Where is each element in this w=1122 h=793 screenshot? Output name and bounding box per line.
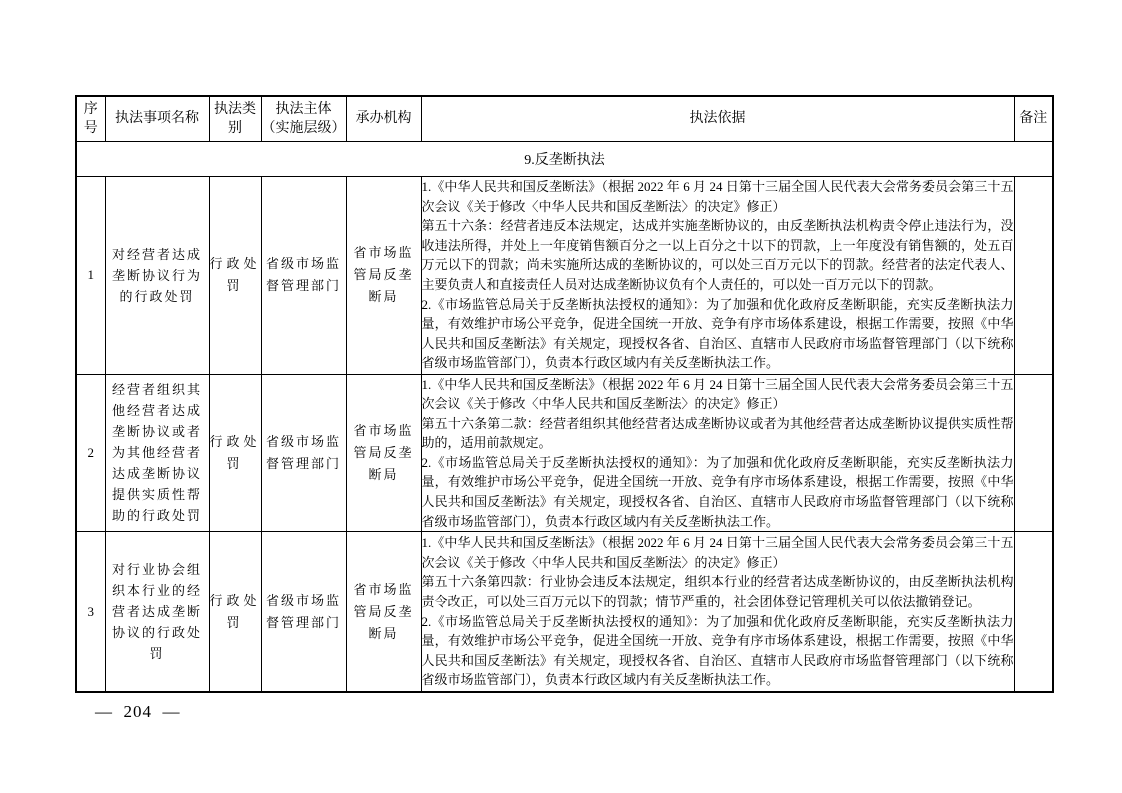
row3-basis-para2: 第五十六条第四款：行业协会违反本法规定，组织本行业的经营者达成垄断协议的，由反垄断执法机构责令改正，可以处三百万元以下的罚款；情节严重的，社会团体登记管理机关可以依法撤销登记。 (421, 574, 1014, 609)
row1-remark (1014, 176, 1053, 374)
law-enforcement-table (75, 95, 1054, 693)
header-subject-line2: （实施层级） (261, 120, 346, 136)
row1-basis-para2: 第五十六条：经营者违反本法规定，达成并实施垄断协议的，由反垄断执法机构责令停止违法行为，没收违法所得，并处上一年度销售额百分之一以上百分之十以下的罚款，上一年度没有销售额的，处五百万元以下的罚款；尚未实施所达成的垄断协议的，可以处三百万元以下的罚款。经营者的法定代表人、主要负责人和直接责任人员对达成垄断协议负有个人责任的，可以处一百万元以下的罚款。 (421, 218, 1014, 292)
table-row (76, 532, 1053, 692)
row3-basis-para3: 2.《市场监管总局关于反垄断执法授权的通知》：为了加强和优化政府反垄断职能，充实反垄断执法力量，有效维护市场公平竞争，促进全国统一开放、竞争有序市场体系建设，根据工作需要，按照《中华人民共和国反垄断法》有关规定，现授权各省、自治区、直辖市人民政府市场监督管理部门（以下统称省级市场监管部门），负责本行政区域内有关反垄断执法工作。 (421, 613, 1014, 688)
row2-remark (1014, 374, 1053, 532)
row3-remark (1014, 532, 1053, 692)
header-agency: 承办机构 (346, 96, 421, 141)
row3-category: 行政处罚 (209, 532, 261, 692)
row3-basis (421, 532, 1014, 692)
row3-basis-para1: 1.《中华人民共和国反垄断法》（根据 2022 年 6 月 24 日第十三届全国人民代表大会常务委员会第三十五次会议《关于修改〈中华人民共和国反垄断法〉的决定》修正） (421, 535, 1014, 570)
row3-subject: 省级市场监督管理部门 (261, 532, 346, 692)
table-header-row (76, 96, 1053, 141)
header-seq: 序号 (76, 96, 105, 141)
header-item-name: 执法事项名称 (105, 96, 209, 141)
row1-basis-para1: 1.《中华人民共和国反垄断法》（根据 2022 年 6 月 24 日第十三届全国人民代表大会常务委员会第三十五次会议《关于修改〈中华人民共和国反垄断法〉的决定》修正） (421, 179, 1014, 214)
table-row (76, 374, 1053, 532)
row2-basis-para1: 1.《中华人民共和国反垄断法》（根据 2022 年 6 月 24 日第十三届全国人民代表大会常务委员会第三十五次会议《关于修改〈中华人民共和国反垄断法〉的决定》修正） (421, 376, 1014, 412)
page-number: — 204 — (95, 702, 181, 721)
row2-subject: 省级市场监督管理部门 (261, 374, 346, 532)
row2-basis-para2: 第五十六条第二款：经营者组织其他经营者达成垄断协议或者为其他经营者达成垄断协议提供实质性帮助的，适用前款规定。 (421, 415, 1014, 451)
row1-subject: 省级市场监督管理部门 (261, 176, 346, 374)
row1-agency: 省市场监管局反垄断局 (346, 176, 421, 374)
header-basis: 执法依据 (421, 96, 1014, 141)
table-row (76, 176, 1053, 374)
row1-seq: 1 (76, 176, 105, 374)
header-category: 执法类别 (209, 96, 261, 141)
row3-agency: 省市场监管局反垄断局 (346, 532, 421, 692)
row3-item-name: 对行业协会组织本行业的经营者达成垄断协议的行政处罚 (105, 532, 209, 692)
header-remark: 备注 (1014, 96, 1053, 141)
row1-category: 行政处罚 (209, 176, 261, 374)
row2-seq: 2 (76, 374, 105, 532)
row1-basis (421, 176, 1014, 374)
row2-basis (421, 374, 1014, 532)
section-title: 9.反垄断执法 (76, 141, 1053, 176)
row2-basis-para3: 2.《市场监管总局关于反垄断执法授权的通知》：为了加强和优化政府反垄断职能，充实反垄断执法力量，有效维护市场公平竞争，促进全国统一开放、竞争有序市场体系建设，根据工作需要，按照《中华人民共和国反垄断法》有关规定，现授权各省、自治区、直辖市人民政府市场监督管理部门（以下统称省级市场监管部门），负责本行政区域内有关反垄断执法工作。 (421, 454, 1014, 529)
header-subject (261, 96, 346, 141)
row3-seq: 3 (76, 532, 105, 692)
row2-agency: 省市场监管局反垄断局 (346, 374, 421, 532)
row2-category: 行政处罚 (209, 374, 261, 532)
section-row (76, 141, 1053, 176)
row1-basis-para3: 2.《市场监管总局关于反垄断执法授权的通知》：为了加强和优化政府反垄断职能，充实反垄断执法力量，有效维护市场公平竞争，促进全国统一开放、竞争有序市场体系建设，根据工作需要，按照《中华人民共和国反垄断法》有关规定，现授权各省、自治区、直辖市人民政府市场监督管理部门（以下统称省级市场监管部门），负责本行政区域内有关反垄断执法工作。 (421, 296, 1014, 371)
row2-item-name: 经营者组织其他经营者达成垄断协议或者为其他经营者达成垄断协议提供实质性帮助的行政处罚 (105, 374, 209, 532)
row1-item-name: 对经营者达成垄断协议行为的行政处罚 (105, 176, 209, 374)
header-subject-line1: 执法主体 (275, 101, 332, 117)
